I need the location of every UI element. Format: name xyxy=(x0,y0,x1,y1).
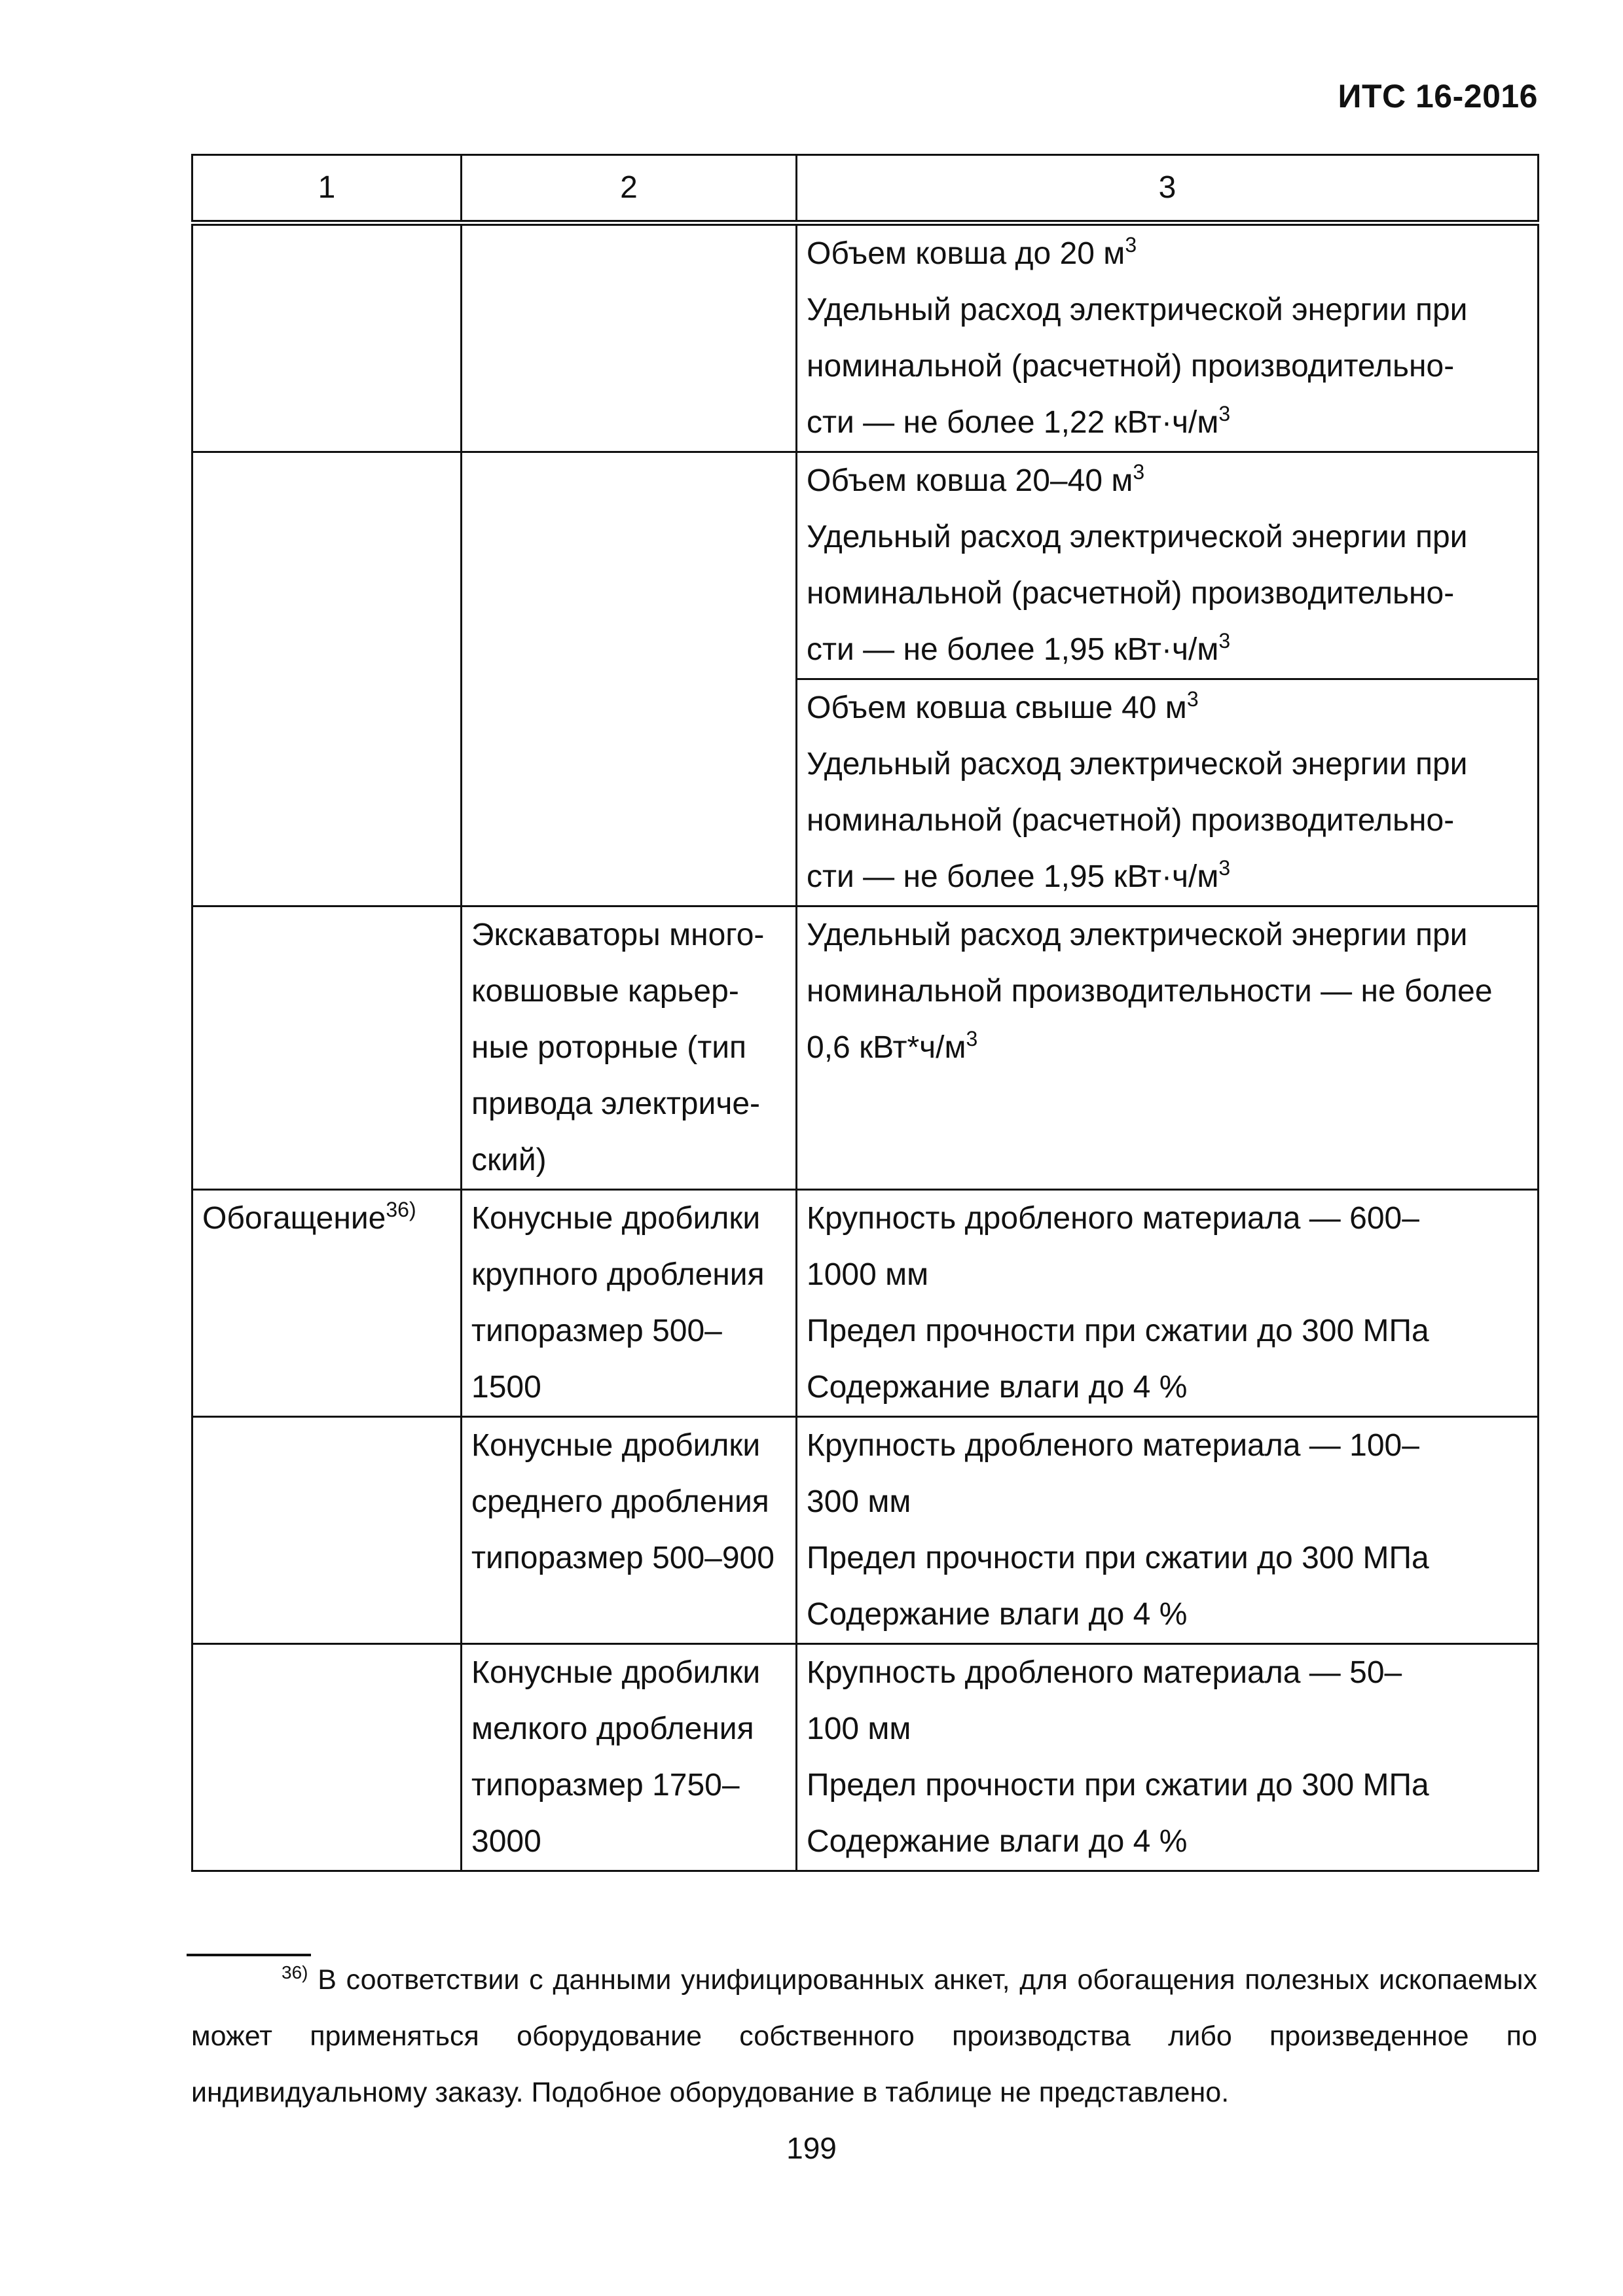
table-cell-category xyxy=(192,1417,462,1644)
table-cell-category xyxy=(192,452,462,906)
table-header-row xyxy=(192,155,1539,223)
param-line: 300 мм xyxy=(807,1484,911,1519)
column-header-2: 2 xyxy=(462,155,797,223)
param-line: номинальной производительности — не более xyxy=(807,974,1493,1009)
table-cell-equipment xyxy=(462,452,797,906)
table-cell-equipment xyxy=(462,223,797,452)
param-line: Содержание влаги до 4 % xyxy=(807,1824,1188,1859)
param-line: 100 мм xyxy=(807,1712,911,1746)
equipment-line: мелкого дробления xyxy=(471,1712,754,1746)
param-line: сти — не более 1,95 $кВт\cdot ч/м^3$ xyxy=(807,629,1231,667)
param-line: Объем ковша до 20 $м^3$ xyxy=(807,233,1137,271)
equipment-line: крупного дробления xyxy=(471,1257,765,1292)
table-cell-equipment xyxy=(462,1190,797,1417)
equipment-line: Конусные дробилки xyxy=(471,1201,761,1236)
param-line: Объем ковша 20–40 $м^3$ xyxy=(807,460,1145,498)
equipment-line: среднего дробления xyxy=(471,1484,769,1519)
equipment-line: Экскаваторы много- xyxy=(471,918,765,952)
equipment-table xyxy=(191,154,1539,1872)
table-cell-parameters xyxy=(797,906,1539,1190)
column-header-3: 3 xyxy=(797,155,1539,223)
param-line: 1000 мм xyxy=(807,1257,929,1292)
equipment-line: ский) xyxy=(471,1143,547,1177)
footnote xyxy=(191,1952,1537,2121)
equipment-line: типоразмер 1750– xyxy=(471,1768,740,1803)
equipment-line: ковшовые карьер- xyxy=(471,974,739,1009)
footnote-text: В соответствии с данными унифицированных анкет, для обогащения полезных ископаемых может применяться оборудование собственного производства либо произведенное по индивидуальному заказу. Подобное оборудование в таблице не представлено. xyxy=(191,1964,1537,2108)
table-cell-parameters xyxy=(797,679,1539,906)
table-row xyxy=(192,1190,1539,1417)
table-cell-category xyxy=(192,906,462,1190)
table-cell-equipment xyxy=(462,906,797,1190)
table-cell-equipment xyxy=(462,1644,797,1871)
param-line: 0,6 $кВт*ч/м^3$ xyxy=(807,1027,978,1065)
column-header-1: 1 xyxy=(192,155,462,223)
param-line: Содержание влаги до 4 % xyxy=(807,1597,1188,1632)
param-line: Крупность дробленого материала — 600– xyxy=(807,1201,1419,1236)
param-line: номинальной (расчетной) производительно- xyxy=(807,349,1455,384)
param-line: сти — не более 1,22 $кВт\cdot ч/м^3$ xyxy=(807,402,1231,440)
table-row xyxy=(192,452,1539,679)
table-cell-equipment xyxy=(462,1417,797,1644)
equipment-line: 1500 xyxy=(471,1370,541,1405)
equipment-line: Конусные дробилки xyxy=(471,1655,761,1690)
param-line: номинальной (расчетной) производительно- xyxy=(807,576,1455,611)
param-line: Предел прочности при сжатии до 300 МПа xyxy=(807,1314,1429,1348)
param-line: Предел прочности при сжатии до 300 МПа xyxy=(807,1768,1429,1803)
param-line: Объем ковша свыше 40 $м^3$ xyxy=(807,687,1199,725)
table-row xyxy=(192,1644,1539,1871)
equipment-line: типоразмер 500– xyxy=(471,1314,722,1348)
table-cell-parameters xyxy=(797,223,1539,452)
table-row xyxy=(192,906,1539,1190)
equipment-line: 3000 xyxy=(471,1824,541,1859)
param-line: Удельный расход электрической энергии при xyxy=(807,520,1468,554)
param-line: Удельный расход электрической энергии при xyxy=(807,293,1468,327)
param-line: номинальной (расчетной) производительно- xyxy=(807,803,1455,838)
document-code: ИТС 16-2016 xyxy=(1338,78,1538,115)
table-row xyxy=(192,1417,1539,1644)
equipment-line: Конусные дробилки xyxy=(471,1428,761,1463)
param-line: Содержание влаги до 4 % xyxy=(807,1370,1188,1405)
page-number: 199 xyxy=(786,2131,837,2165)
param-line: Крупность дробленого материала — 50– xyxy=(807,1655,1402,1690)
equipment-line: типоразмер 500–900 xyxy=(471,1541,775,1575)
equipment-line: ные роторные (тип xyxy=(471,1030,747,1065)
table-cell-parameters xyxy=(797,1190,1539,1417)
footnote-marker: 36) xyxy=(282,1962,308,1982)
table-row xyxy=(192,223,1539,452)
equipment-line: привода электриче- xyxy=(471,1086,760,1121)
param-line: сти — не более 1,95 $кВт\cdot ч/м^3$ xyxy=(807,856,1231,894)
param-line: Предел прочности при сжатии до 300 МПа xyxy=(807,1541,1429,1575)
table-cell-category xyxy=(192,1644,462,1871)
table-cell-category: Обогащение$^{36)}$ xyxy=(192,1190,462,1417)
table-cell-parameters xyxy=(797,1417,1539,1644)
table-cell-parameters xyxy=(797,452,1539,679)
table-cell-parameters xyxy=(797,1644,1539,1871)
param-line: Удельный расход электрической энергии при xyxy=(807,918,1468,952)
param-line: Крупность дробленого материала — 100– xyxy=(807,1428,1419,1463)
param-line: Удельный расход электрической энергии при xyxy=(807,747,1468,781)
table-cell-category xyxy=(192,223,462,452)
